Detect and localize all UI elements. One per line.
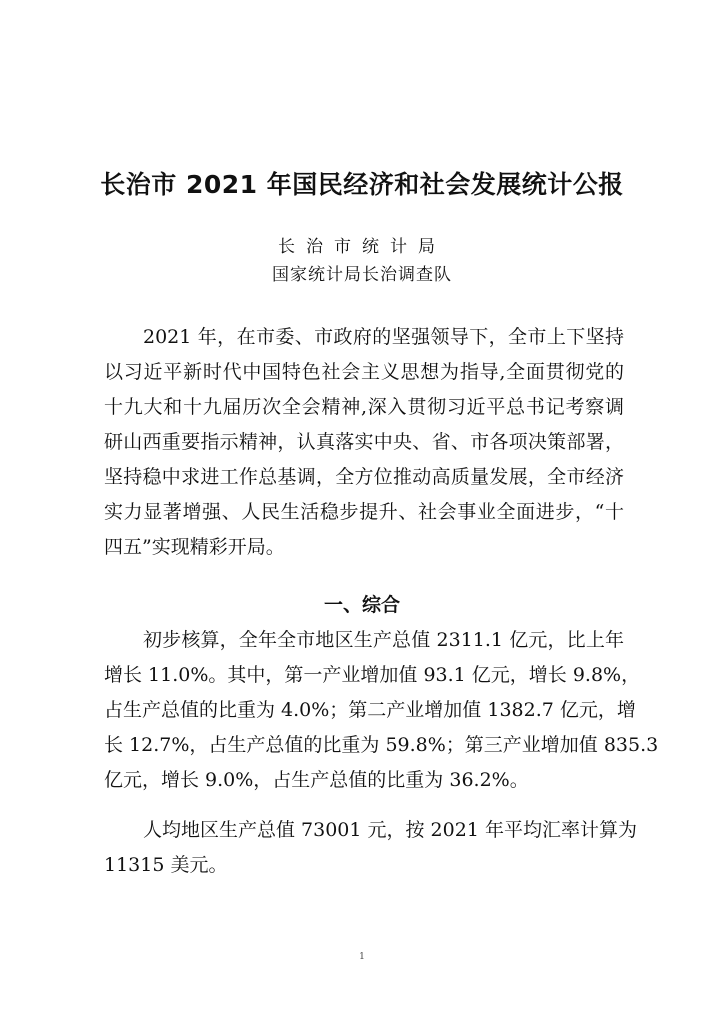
- text-line: 研山西重要指示精神，认真落实中央、省、市各项决策部署，: [104, 431, 624, 453]
- text-line: 四五”实现精彩开局。: [104, 536, 285, 558]
- text-line: 长 12.7%，占生产总值的比重为 59.8%；第三产业增加值 835.3: [104, 734, 659, 756]
- issuer-statistics-bureau: 长治市统计局: [278, 237, 446, 257]
- document-title: 长治市 2021 年国民经济和社会发展统计公报: [100, 170, 624, 199]
- text-line: 初步核算，全年全市地区生产总值 2311.1 亿元，比上年: [143, 629, 624, 651]
- text-line: 占生产总值的比重为 4.0%；第二产业增加值 1382.7 亿元，增: [104, 699, 636, 721]
- issuer-survey-team: 国家统计局长治调查队: [272, 265, 452, 285]
- text-line: 11315 美元。: [104, 854, 228, 876]
- text-line: 2021 年，在市委、市政府的坚强领导下，全市上下坚持: [143, 326, 624, 348]
- text-line: 增长 11.0%。其中，第一产业增加值 93.1 亿元，增长 9.8%，: [104, 664, 641, 686]
- text-line: 坚持稳中求进工作总基调，全方位推动高质量发展，全市经济: [104, 466, 624, 488]
- text-line: 人均地区生产总值 73001 元，按 2021 年平均汇率计算为: [143, 819, 637, 841]
- page-number: 1: [359, 952, 365, 962]
- text-line: 亿元，增长 9.0%，占生产总值的比重为 36.2%。: [104, 769, 529, 791]
- section-heading: 一、综合: [323, 594, 400, 616]
- text-line: 十九大和十九届历次全会精神,深入贯彻习近平总书记考察调: [104, 396, 624, 418]
- text-line: 以习近平新时代中国特色社会主义思想为指导,全面贯彻党的: [104, 361, 624, 383]
- text-line: 实力显著增强、人民生活稳步提升、社会事业全面进步，“十: [104, 501, 624, 523]
